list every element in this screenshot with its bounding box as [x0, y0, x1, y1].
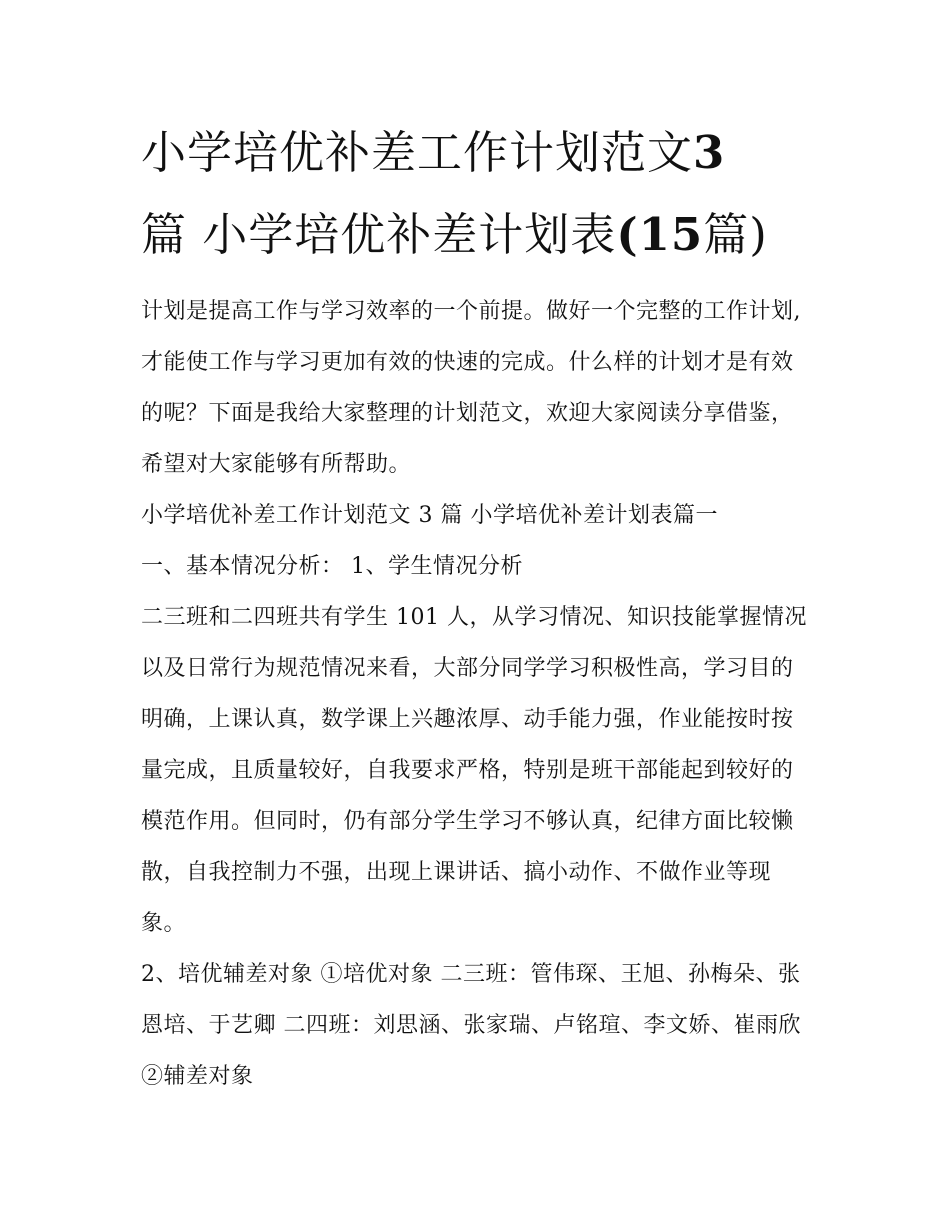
- document-title: [141, 112, 813, 276]
- targets-paragraph: 2、培优辅差对象 ①培优对象 二三班：管伟琛、王旭、孙梅朵、张恩培、于艺卿 二四班：刘思涵、张家瑞、卢铭瑄、李文娇、崔雨欣 ②辅差对象: [141, 962, 801, 1089]
- title-part-1: 小学培优补差工作计划范文: [141, 126, 694, 179]
- document-page: [141, 112, 813, 1102]
- section-heading: 一、基本情况分析： 1、学生情况分析: [141, 554, 523, 579]
- title-part-3: 篇): [703, 208, 768, 261]
- title-number-2: (15: [616, 208, 704, 261]
- subtitle: 小学培优补差工作计划范文 3 篇 小学培优补差计划表篇一: [141, 503, 718, 528]
- analysis-paragraph: 二三班和二四班共有学生 101 人，从学习情况、知识技能掌握情况以及日常行为规范情况来看，大部分同学学习积极性高，学习目的明确，上课认真，数学课上兴趣浓厚、动手能力强，作业能按时按量完成，且质量较好，自我要求严格，特别是班干部能起到较好的模范作用。但同时，仍有部分学生学习不够认真，纪律方面比较懒散，自我控制力不强，出现上课讲话、搞小动作、不做作业等现象。: [141, 605, 807, 936]
- title-part-2: 篇 小学培优补差计划表: [141, 208, 617, 261]
- intro-paragraph: 计划是提高工作与学习效率的一个前提。做好一个完整的工作计划,才能使工作与学习更加有效的快速的完成。什么样的计划才是有效的呢？下面是我给大家整理的计划范文，欢迎大家阅读分享借鉴，希望对大家能够有所帮助。: [141, 299, 801, 477]
- title-number-1: 3: [693, 126, 726, 179]
